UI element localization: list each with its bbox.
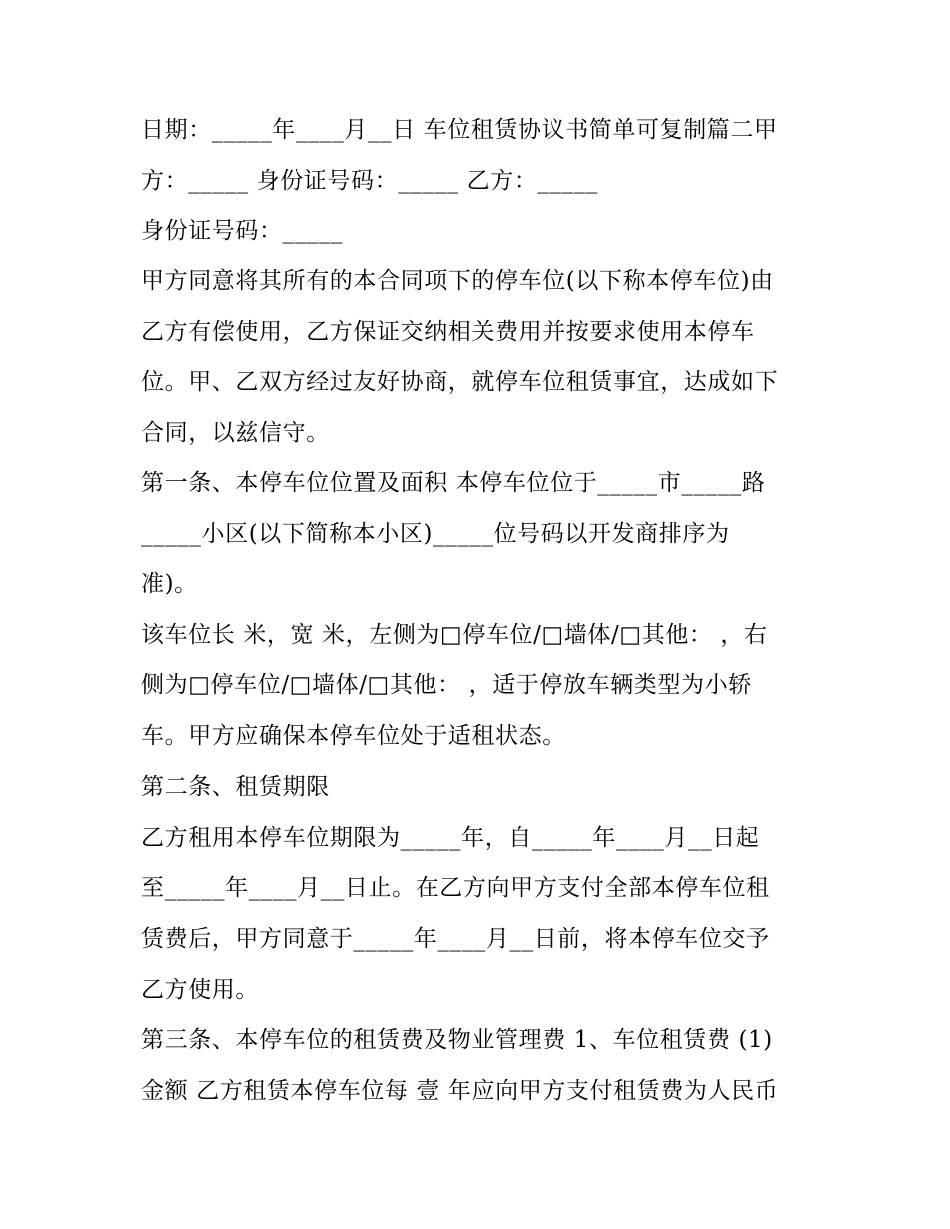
- text-line: 位。甲、乙双方经过友好协商，就停车位租赁事宜，达成如下: [141, 369, 779, 395]
- text-line: 金额 乙方租赁本停车位每 壹 年应向甲方支付租赁费为人民币: [141, 1078, 779, 1104]
- text-line: 第一条、本停车位位置及面积 本停车位位于_____市_____路: [141, 470, 766, 496]
- text-line: 该车位长 米，宽 米，左侧为□停车位/□墙体/□其他： ，右: [141, 622, 768, 648]
- text-line: 日期：_____年____月__日 车位租赁协议书简单可复制篇二甲: [141, 117, 778, 143]
- text-line: 乙方有偿使用，乙方保证交纳相关费用并按要求使用本停车: [141, 319, 755, 345]
- text-line: 第二条、租赁期限: [141, 774, 330, 800]
- text-line: 准)。: [141, 571, 198, 597]
- text-line: 身份证号码：_____: [141, 218, 344, 244]
- text-line: 赁费后，甲方同意于_____年____月__日前，将本停车位交予: [141, 926, 770, 952]
- text-line: 乙方租用本停车位期限为_____年，自_____年____月__日起: [141, 825, 760, 851]
- text-line: 甲方同意将其所有的本合同项下的停车位(以下称本停车位)由: [141, 268, 774, 294]
- text-line: 合同，以兹信守。: [141, 420, 330, 446]
- text-line: 至_____年____月__日止。在乙方向甲方支付全部本停车位租: [141, 875, 770, 901]
- text-line: 车。甲方应确保本停车位处于适租状态。: [141, 723, 566, 749]
- text-line: 侧为□停车位/□墙体/□其他： ，适于停放车辆类型为小轿: [141, 672, 752, 698]
- text-line: 乙方使用。: [141, 977, 259, 1003]
- text-line: 第三条、本停车位的租赁费及物业管理费 1、车位租赁费 (1): [141, 1027, 773, 1053]
- text-line: 方：_____ 身份证号码：_____ 乙方：_____: [141, 168, 598, 194]
- text-line: _____小区(以下简称本小区)_____位号码以开发商排序为: [141, 521, 730, 547]
